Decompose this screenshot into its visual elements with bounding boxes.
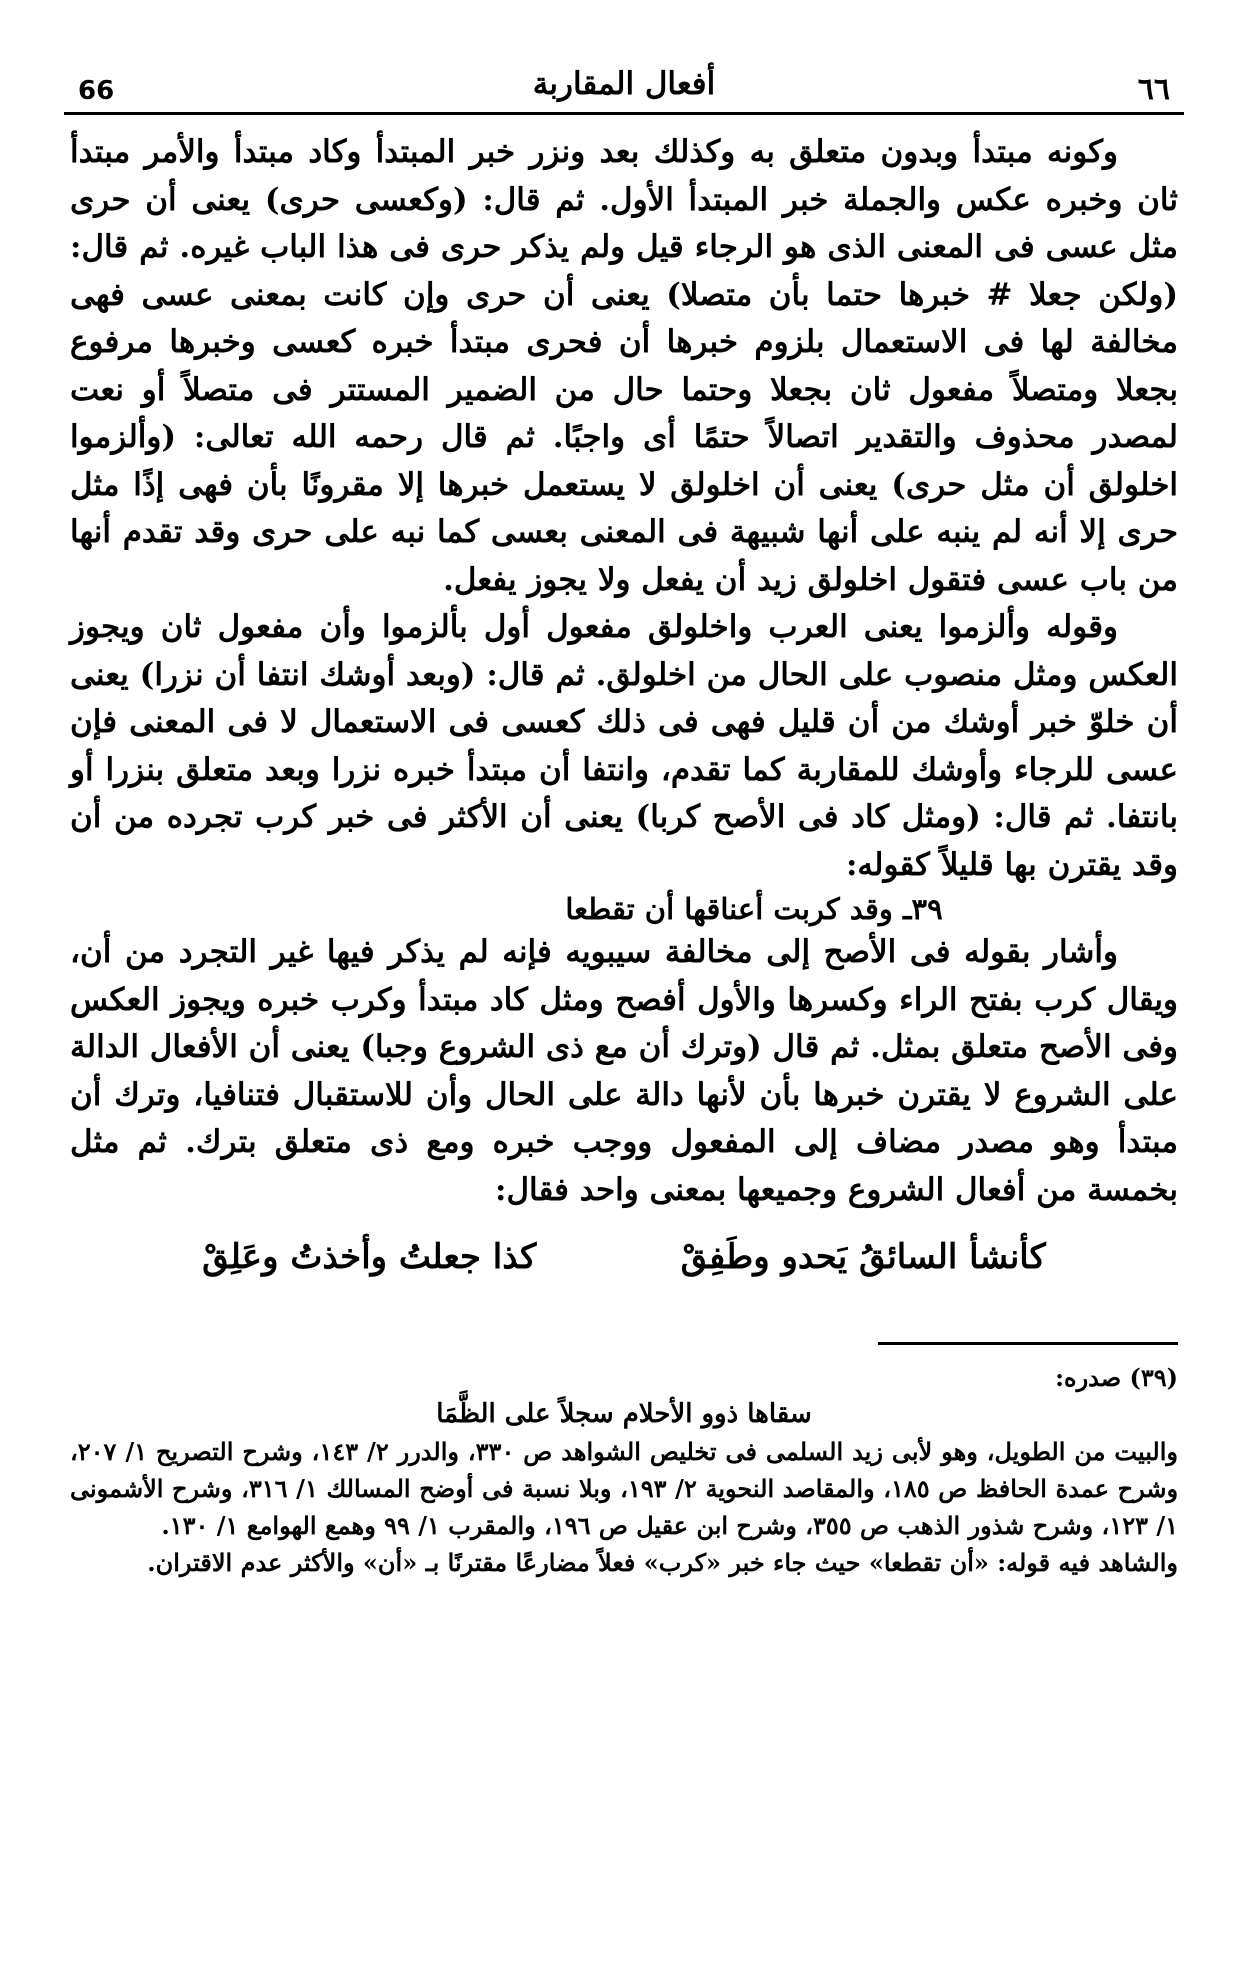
page-number-latin: 66 [78, 76, 115, 106]
poem-hemistich-left: كذا جعلتُ وأخذتُ وعَلِقْ [202, 1237, 537, 1277]
footnote-sources: والبيت من الطويل، وهو لأبى زيد السلمى فى تخليص الشواهد ص ٣٣٠، والدرر ٢/ ١٤٣، وشرح التصريح ١/ ٢٠٧، وشرح عمدة الحافظ ص ١٨٥، والمقاصد النحوية ٢/ ١٩٣، وبلا نسبة فى أوضح المسالك ١/ ٣١٦، وشرح الأشمونى ١/ ١٢٣، وشرح شذور الذهب ص ٣٥٥، وشرح ابن عقيل ص ١٩٦، والمقرب ١/ ٩٩ وهمع الهوامع ١/ ١٣٠. [70, 1436, 1179, 1540]
footnote-verse: سقاها ذوو الأحلام سجلاً على الظَّمَا [436, 1398, 812, 1429]
page-number-arabic: ٦٦ [1137, 72, 1170, 107]
paragraph-3: وأشار بقوله فى الأصح إلى مخالفة سيبويه فإنه لم يذكر فيها غير التجرد من أن، ويقال كرب بفتح الراء وكسرها والأول أفصح ومثل كاد مبتدأ وكرب خبره ويجوز العكس وفى الأصح متعلق بمثل. ثم قال (وترك أن مع ذى الشروع وجبا) يعنى أن الأفعال الدالة على الشروع لا يقترن خبرها بأن لأنها دالة على الحال وأن للاستقبال فتنافيا، وترك أن مبتدأ وهو مصدر مضاف إلى المفعول ووجب خبره ومع ذى متعلق بترك. ثم مثل بخمسة من أفعال الشروع وجميعها بمعنى واحد فقال: [70, 934, 1178, 1208]
poem-line [130, 1234, 1118, 1282]
footnotes [64, 1359, 1184, 1581]
paragraph-1: وكونه مبتدأ وبدون متعلق به وكذلك بعد ونزر خبر المبتدأ وكاد مبتدأ والأمر مبتدأ ثان وخبره عكس والجملة خبر المبتدأ الأول. ثم قال: (وكعسى حرى) يعنى أن حرى مثل عسى فى المعنى الذى هو الرجاء قيل ولم يذكر حرى فى هذا الباب غيره. ثم قال: (ولكن جعلا # خبرها حتما بأن متصلا) يعنى أن حرى وإن كانت بمعنى عسى فهى مخالفة لها فى الاستعمال بلزوم خبرها أن فحرى مبتدأ خبره كعسى وخبرها مرفوع بجعلا ومتصلاً مفعول ثان بجعلا وحتما حال من الضمير المستتر فى متصلاً أو نعت لمصدر محذوف والتقدير اتصالاً حتمًا أى واجبًا. ثم قال رحمه الله تعالى: (وألزموا اخلولق أن مثل حرى) يعنى أن اخلولق لا يستعمل خبرها إلا مقرونًا بأن فهى إذًا مثل حرى إلا أنه لم ينبه على أنها شبيهة فى المعنى بعسى كما نبه على حرى وقد تقدم أنها من باب عسى فتقول اخلولق زيد أن يفعل ولا يجوز يفعل. [70, 134, 1178, 598]
running-title: أفعال المقاربة [532, 66, 716, 102]
main-text [64, 129, 1184, 1282]
paragraph-2: وقوله وألزموا يعنى العرب واخلولق مفعول أول بألزموا وأن مفعول ثان ويجوز العكس ومثل منصوب على الحال من اخلولق. ثم قال: (وبعد أوشك انتفا أن نزرا) يعنى أن خلوّ خبر أوشك من أن قليل فهى فى ذلك كعسى فى الاستعمال لا فى المعنى فإن عسى للرجاء وأوشك للمقاربة كما تقدم، وانتفا أن مبتدأ خبره نزرا وبعد متعلق بنزرا أو بانتفا. ثم قال: (ومثل كاد فى الأصح كربا) يعنى أن الأكثر فى خبر كرب تجرده من أن وقد يقترن بها قليلاً كقوله: [70, 609, 1178, 883]
footnote-witness: والشاهد فيه قوله: «أن تقطعا» حيث جاء خبر «كرب» فعلاً مضارعًا مقترنًا بـ «أن» والأكثر عدم الاقتران. [147, 1547, 1178, 1577]
footnote-label: (٣٩) صدره: [1055, 1362, 1178, 1392]
header-rule [64, 112, 1184, 115]
verse-citation: ٣٩ـ وقد كربت أعناقها أن تقطعا [565, 892, 943, 926]
footnote-rule [878, 1342, 1178, 1345]
poem-hemistich-right: كأنشأ السائقُ يَحدو وطَفِقْ [680, 1237, 1046, 1277]
page-header [64, 50, 1184, 112]
